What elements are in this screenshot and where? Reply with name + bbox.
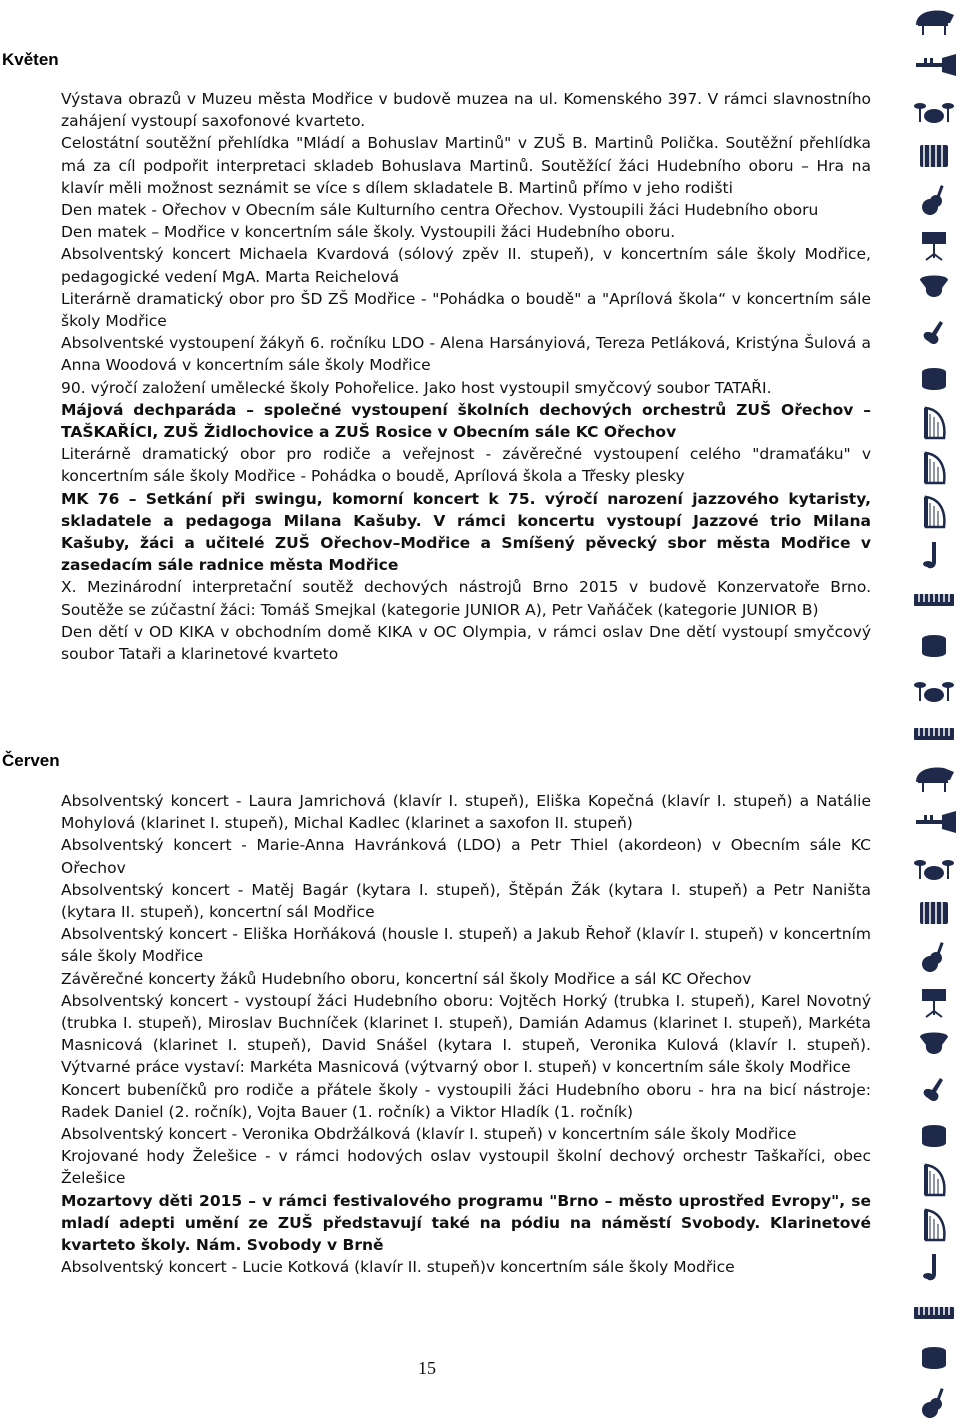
drum-kit-icon — [910, 849, 958, 887]
event-june-10: Mozartovy děti 2015 – v rámci festivalového programu "Brno – město uprostřed Evropy", se mladí adepti umění ze ZUŠ představují také na pódiu na náměstí Svobody. Klarinetové kvarteto školy. Nám. Svobody v Brně — [61, 1191, 871, 1255]
harp-icon — [910, 493, 958, 531]
event-may-10: Literárně dramatický obor pro rodiče a veřejnost - závěrečné vystoupení celého "dramaťáku" v koncertním sále školy Modřice - Pohádka o boudě, Aprílová škola a Třesky plesky — [61, 445, 871, 486]
saxophone-icon — [910, 538, 958, 576]
event-may-7: Absolventské vystoupení žákyň 6. ročníku LDO - Alena Harsányiová, Tereza Petláková, Kristýna Šulová a Anna Woodová v koncertním sále školy Modřice — [61, 334, 871, 375]
tuba-icon — [910, 270, 958, 308]
event-may-2: Celostátní soutěžní přehlídka "Mládí a Bohuslav Martinů" v ZUŠ B. Martinů Polička. Soutěžní přehlídka má za cíl podpořit interpretaci skladeb Bohuslava Martinů. Soutěžící žáci Hudebního oboru – Hra na klavír měli možnost seznámit se více s dílem skladatele B. Martinů přímo v jeho rodišti — [61, 134, 871, 197]
saxophone-icon — [910, 1250, 958, 1288]
guitar-icon — [910, 181, 958, 219]
grand-piano-icon — [910, 760, 958, 798]
accordion-icon — [910, 137, 958, 175]
keyboard-icon — [910, 716, 958, 754]
month-heading-may: Květen — [2, 50, 59, 69]
trumpet-icon — [910, 805, 958, 843]
event-may-13: Den dětí v OD KIKA v obchodním domě KIKA v OC Olympia, v rámci oslav Dne dětí vystoupí smyčcový soubor Tataři a klarinetové kvarteto — [61, 622, 871, 664]
event-may-6: Literárně dramatický obor pro ŠD ZŠ Modřice - "Pohádka o boudě" a "Aprílová škola“ v koncertním sále školy Modřice — [61, 289, 871, 331]
event-may-4: Den matek – Modřice v koncertním sále školy. Vystoupili žáci Hudebního oboru. — [61, 223, 676, 242]
accordion-icon — [910, 894, 958, 932]
event-june-8: Absolventský koncert - Veronika Obdržálková (klavír I. stupeň) v koncertním sále školy Modřice — [61, 1125, 797, 1144]
electric-guitar-icon — [910, 315, 958, 353]
drum-icon — [910, 1117, 958, 1155]
drum-kit-icon — [910, 92, 958, 130]
event-june-5: Závěrečné koncerty žáků Hudebního oboru, koncertní sál školy Modřice a sál KC Ořechov — [61, 969, 752, 988]
instrument-border — [906, 0, 960, 1425]
event-june-2: Absolventský koncert - Marie-Anna Havránková (LDO) a Petr Thiel (akordeon) v Obecním sále KC Ořechov — [61, 836, 871, 877]
music-stand-icon — [910, 983, 958, 1021]
trumpet-icon — [910, 48, 958, 86]
event-may-3: Den matek - Ořechov v Obecním sále Kulturního centra Ořechov. Vystoupili žáci Hudebního oboru — [61, 201, 819, 220]
keyboard-icon — [910, 582, 958, 620]
june-event-list — [61, 790, 871, 1278]
event-june-6: Absolventský koncert - vystoupí žáci Hudebního oboru: Vojtěch Horký (trubka I. stupeň), Karel Novotný (trubka I. stupeň), Miroslav Buchníček (klarinet I. stupeň), Damián Adamus (klarinet I. stupeň), Markéta Masnicová (klarinet I. stupeň), David Snášel (kytara I. stupeň, Veronika Kulová (klavír I. stupeň). Výtvarné práce vystaví: Markéta Masnicová (výtvarný obor I. stupeň) v koncertním sále školy Modřice — [61, 991, 871, 1077]
event-june-9: Krojované hody Želešice - v rámci hodových oslav vystoupil školní dechový orchestr Taškaříci, obec Želešice — [61, 1147, 871, 1188]
harp-icon — [910, 404, 958, 442]
guitar-icon — [910, 938, 958, 976]
electric-guitar-icon — [910, 1072, 958, 1110]
event-may-1: Výstava obrazů v Muzeu města Modřice v budově muzea na ul. Komenského 397. V rámci slavnostního zahájení vystoupí saxofonové kvarteto. — [61, 90, 871, 131]
event-may-5: Absolventský koncert Michaela Kvardová (sólový zpěv II. stupeň), v koncertním sále školy Modřice, pedagogické vedení MgA. Marta Reichelová — [61, 245, 871, 286]
event-june-3: Absolventský koncert - Matěj Bagár (kytara I. stupeň), Štěpán Žák (kytara I. stupeň) a Petr Naništa (kytara II. stupeň), koncertní sál Modřice — [61, 880, 871, 922]
event-may-11: MK 76 – Setkání při swingu, komorní koncert k 75. výročí narození jazzového kytaristy, skladatele a pedagoga Milana Kašuby. V rámci koncertu vystoupí Jazzové trio Milana Kašuby, žáci a učitelé ZUŠ Ořechov–Modřice a Smíšený pěvecký sbor města Modřice v zasedacím sále radnice města Modřice — [61, 489, 871, 575]
grand-piano-icon — [910, 3, 958, 41]
harp-icon — [910, 1206, 958, 1244]
may-event-list — [61, 88, 871, 665]
event-may-12: X. Mezinárodní interpretační soutěž dechových nástrojů Brno 2015 v budově Konzervatoře Brno. Soutěže se zúčastní žáci: Tomáš Smejkal (kategorie JUNIOR A), Petr Vaňáček (kategorie JUNIOR B) — [61, 578, 871, 619]
month-heading-june: Červen — [2, 751, 60, 770]
harp-icon — [910, 449, 958, 487]
drum-icon — [910, 360, 958, 398]
event-june-7: Koncert bubeníčků pro rodiče a přátele školy - vystoupili žáci Hudebního oboru - hra na bicí nástroje: Radek Daniel (2. ročník), Vojta Bauer (1. ročník) a Viktor Hladík (1. ročník) — [61, 1080, 871, 1121]
page-number: 15 — [418, 1358, 436, 1378]
harp-icon — [910, 1161, 958, 1199]
music-stand-icon — [910, 226, 958, 264]
tuba-icon — [910, 1027, 958, 1065]
event-may-9: Májová dechparáda – společné vystoupení školních dechových orchestrů ZUŠ Ořechov – TAŠKAŘÍCI, ZUŠ Židlochovice a ZUŠ Rosice v Obecním sále KC Ořechov — [61, 400, 871, 442]
event-june-1: Absolventský koncert - Laura Jamrichová (klavír I. stupeň), Eliška Kopečná (klavír I. stupeň) a Natálie Mohylová (klarinet I. stupeň), Michal Kadlec (klarinet a saxofon II. stupeň) — [61, 792, 871, 833]
guitar-icon — [910, 1384, 958, 1422]
event-june-4: Absolventský koncert - Eliška Horňáková (housle I. stupeň) a Jakub Řehoř (klavír I. stupeň) v koncertním sále školy Modřice — [61, 925, 871, 966]
keyboard-icon — [910, 1295, 958, 1333]
event-may-8: 90. výročí založení umělecké školy Pohořelice. Jako host vystoupil smyčcový soubor TATAŘI. — [61, 378, 772, 397]
drum-icon — [910, 1339, 958, 1377]
drum-kit-icon — [910, 671, 958, 709]
drum-icon — [910, 627, 958, 665]
event-june-11: Absolventský koncert - Lucie Kotková (klavír II. stupeň)v koncertním sále školy Modřice — [61, 1258, 735, 1277]
